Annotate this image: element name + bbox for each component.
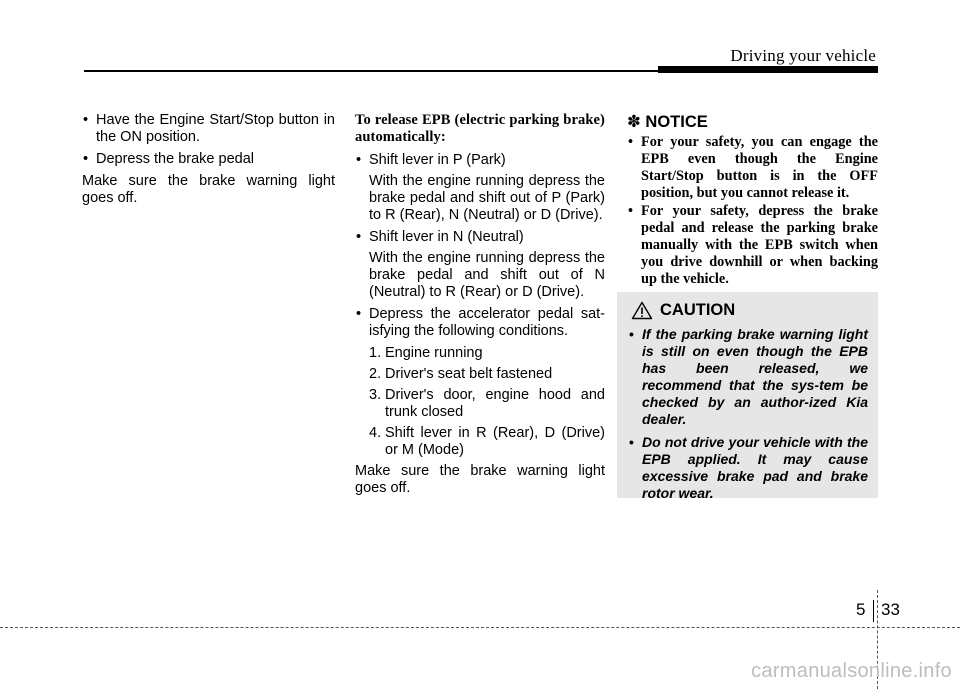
notice-item: • For your safety, depress the brake pedal and release the parking brake manually with the EPB switch when you drive downhill or when backing up the vehicle. (627, 203, 878, 288)
item-number: 1. (369, 345, 382, 361)
caution-body (628, 326, 868, 508)
item-text: Shift lever in R (Rear), D (Drive) or M (Mode) (385, 425, 605, 458)
column-middle (355, 112, 605, 502)
paragraph: Make sure the brake warning light goes off. (82, 173, 335, 206)
subheading: To release EPB (electric parking brake) automatically: (355, 112, 605, 145)
footer-rule (0, 627, 960, 628)
section-title: Driving your vehicle (730, 46, 876, 65)
warning-triangle-icon (631, 301, 653, 320)
notice-title: ✽ NOTICE (627, 113, 708, 131)
item-number: 2. (369, 366, 382, 382)
item-text: Engine running (385, 345, 483, 361)
numbered-item (355, 366, 605, 383)
notice-item: • For your safety, you can engage the EPB even though the Engine Start/Stop button is in the OFF position, but you cannot release it. (627, 134, 878, 202)
numbered-item (355, 345, 605, 362)
item-number: 3. (369, 387, 382, 403)
bullet-item: • Shift lever in P (Park) (355, 152, 605, 169)
caution-title: CAUTION (660, 301, 736, 319)
item-text: Driver's door, engine hood and trunk closed (385, 387, 605, 420)
item-text: Driver's seat belt fastened (385, 366, 553, 382)
paragraph: Make sure the brake warning light goes off. (355, 463, 605, 496)
numbered-item (355, 425, 605, 459)
column-left (82, 112, 335, 212)
section-number: 5 (856, 600, 866, 619)
watermark: carmanualsonline.info (751, 660, 952, 682)
header-rule-accent (658, 66, 878, 73)
bullet-detail: With the engine running depress the brake pedal and shift out of P (Park) to R (Rear), N (Neutral) or D (Drive). (369, 173, 605, 223)
bullet-detail: With the engine running depress the brake pedal and shift out of N (Neutral) to R (Rear) or D (Drive). (369, 250, 605, 300)
bullet-item: • Have the Engine Start/Stop button in the ON position. (82, 112, 335, 146)
numbered-item (355, 387, 605, 421)
page-number: 33 (881, 600, 900, 619)
header-rule (84, 70, 658, 72)
item-number: 4. (369, 425, 382, 441)
bullet-item: • Shift lever in N (Neutral) (355, 229, 605, 246)
bullet-item: • Depress the accelerator pedal sat-isfying the following conditions. (355, 306, 605, 340)
caution-header (631, 301, 735, 320)
caution-item: • Do not drive your vehicle with the EPB applied. It may cause excessive brake pad and brake rotor wear. (628, 434, 868, 502)
caution-item: • If the parking brake warning light is still on even though the EPB has been released, we recommend that the sys-tem be checked by an author-ized Kia dealer. (628, 326, 868, 428)
column-right (627, 112, 878, 289)
bullet-item: • Depress the brake pedal (82, 151, 335, 168)
caution-box (617, 292, 878, 501)
page-number-separator (873, 600, 874, 622)
